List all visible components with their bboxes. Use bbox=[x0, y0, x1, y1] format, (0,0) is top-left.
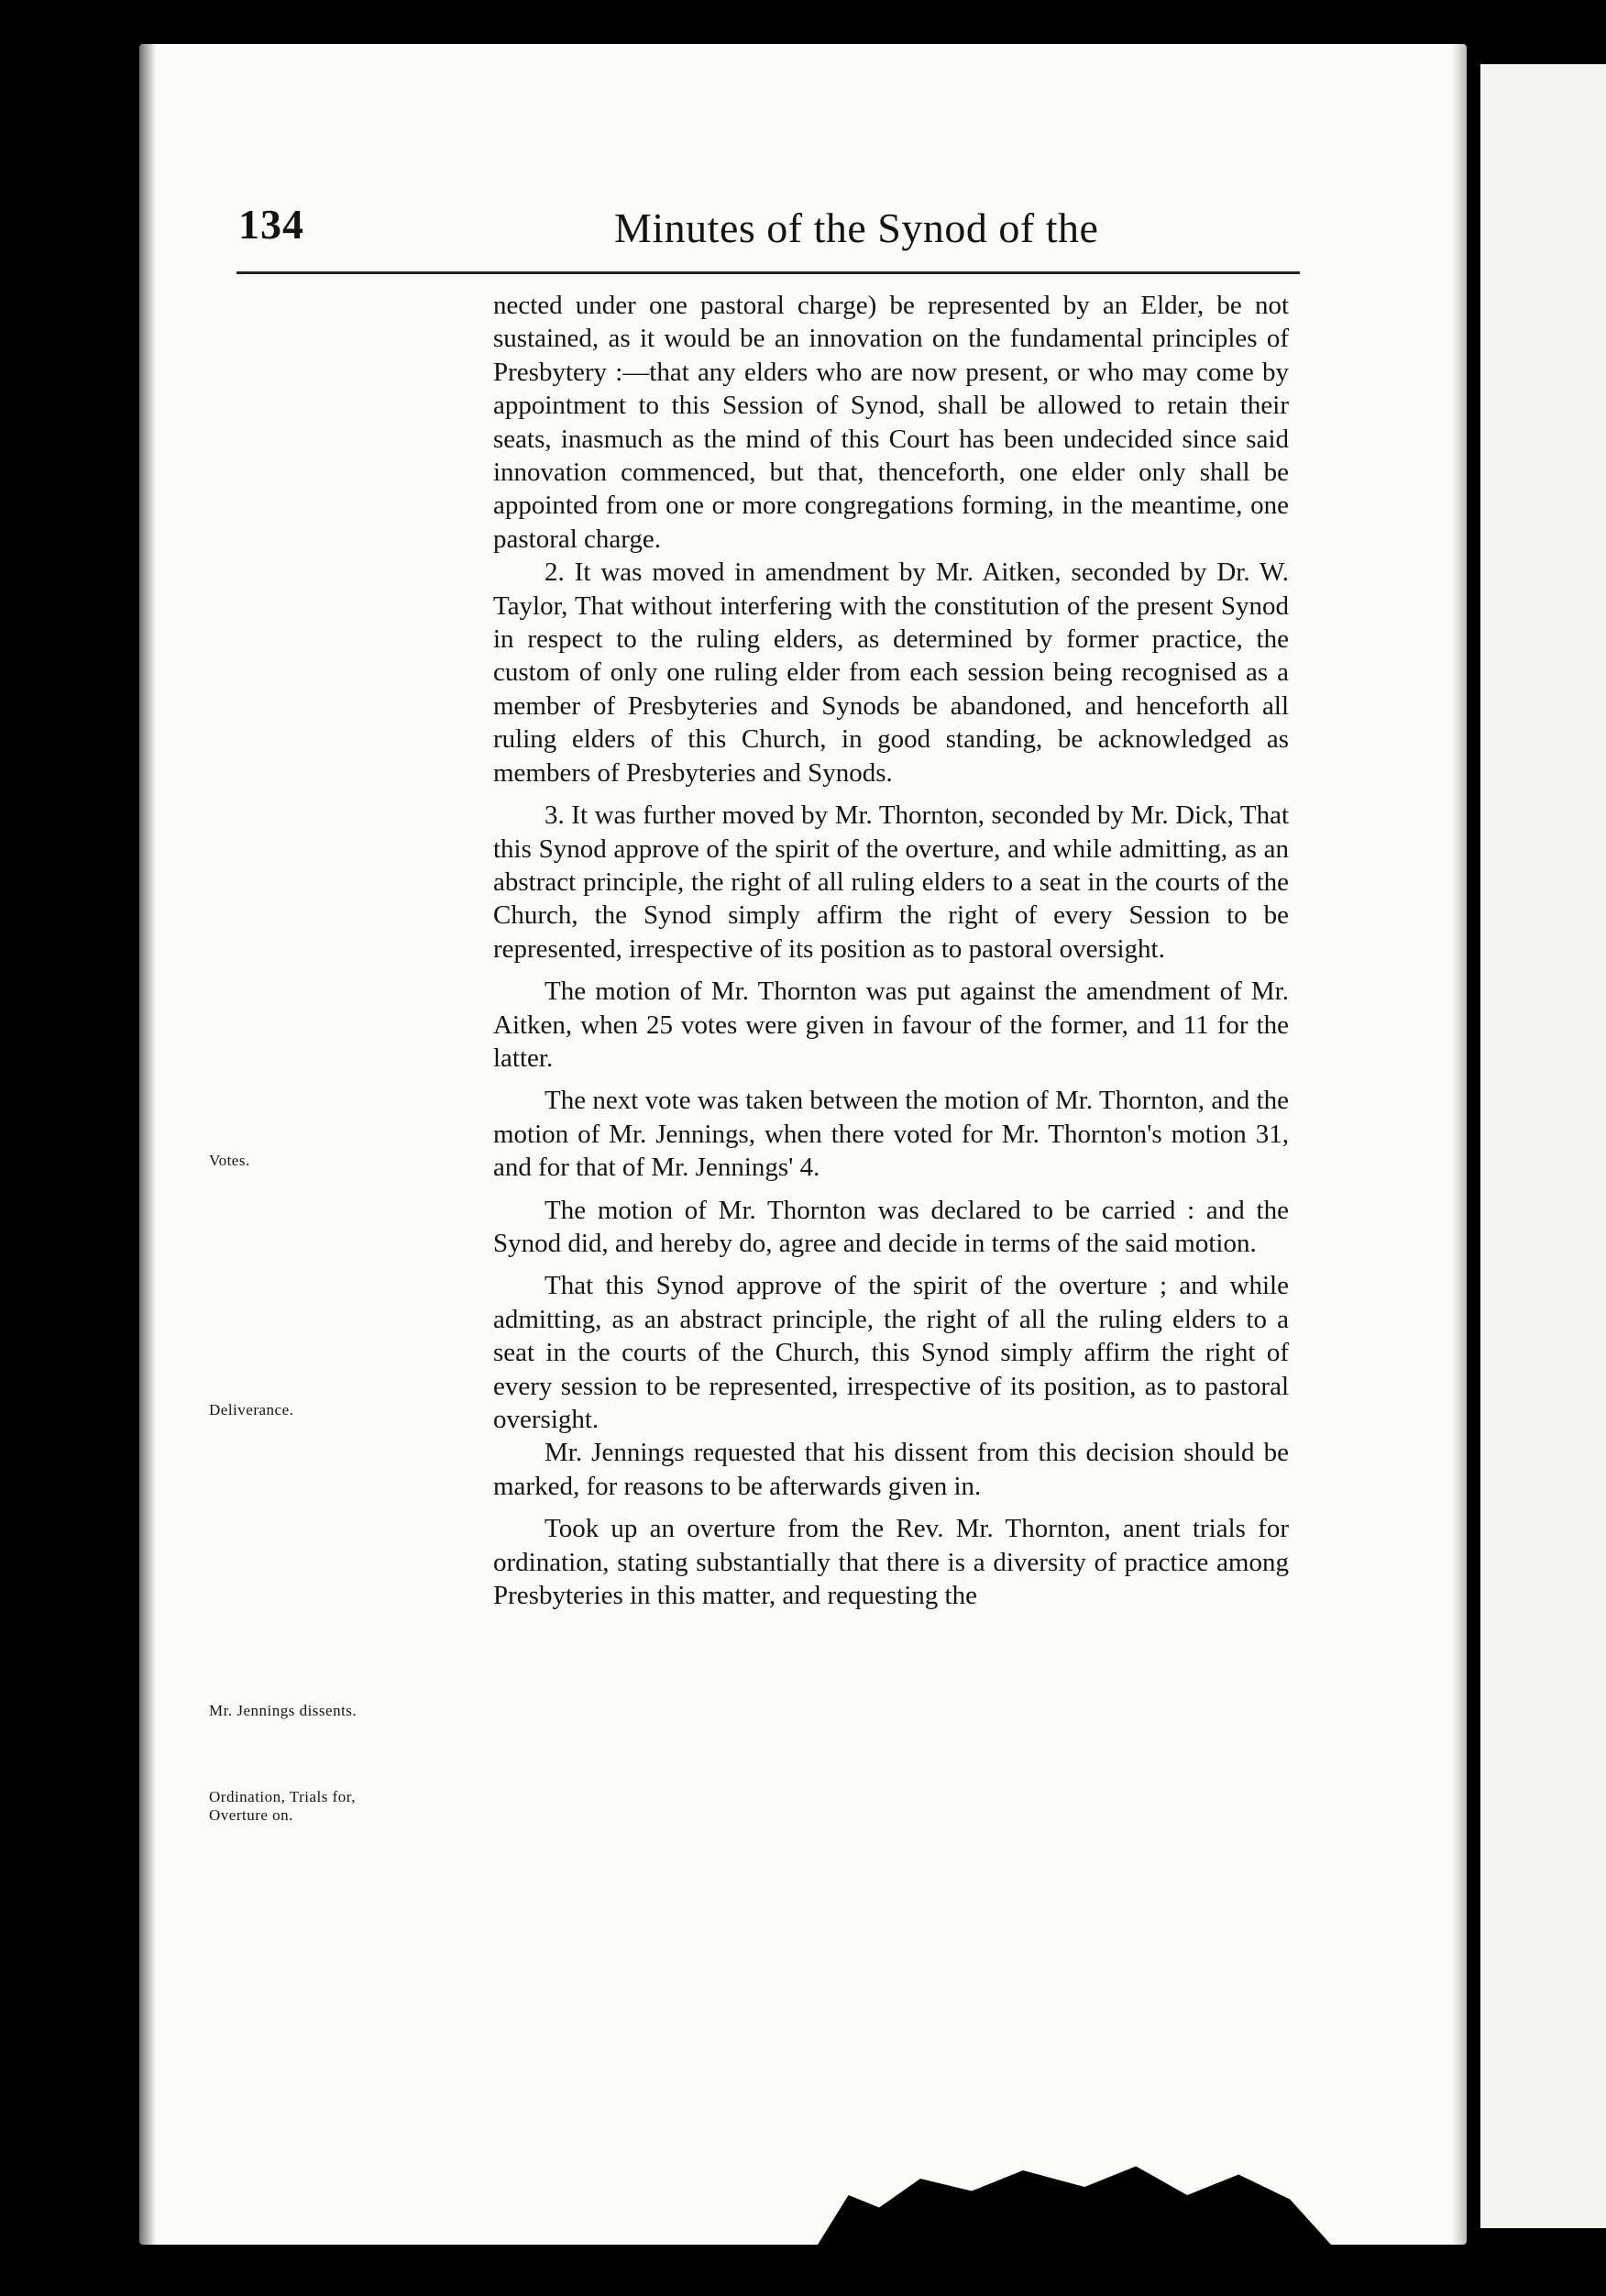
page-gutter-shadow bbox=[1467, 44, 1481, 2245]
margin-note-jennings-dissents: Mr. Jennings dissents. bbox=[209, 1702, 358, 1719]
paragraph: 2. It was moved in amendment by Mr. Aitken, seconded by Dr. W. Taylor, That without interfering with the constitution of the present Synod in respect to the ruling elders, as determined by former practice, the custom of only one ruling elder from each session being recognised as a member of Presbyteries and Synods be abandoned, and henceforth all ruling elders of this Church, in good standing, be acknowledged as members of Presbyteries and Synods. bbox=[493, 557, 1289, 788]
margin-note-votes: Votes. bbox=[209, 1152, 250, 1169]
paragraph: Mr. Jennings requested that his dissent from this decision should be marked, for reasons to be afterwards given in. bbox=[493, 1438, 1289, 1501]
paragraph: nected under one pastoral charge) be represented by an Elder, be not sustained, as it would be an innovation on the fundamental principles of Presbytery :—that any elders who are now present, or who may come by appointment to this Session of Synod, shall be allowed to retain their seats, inasmuch as the mind of this Court has been undecided since said innovation commenced, but that, thenceforth, one elder only shall be appointed from one or more congregations forming, in the meantime, one pastoral charge. bbox=[493, 291, 1289, 554]
margin-note-ordination: Ordination, Trials for, Overture on. bbox=[209, 1788, 357, 1824]
body-text bbox=[493, 289, 1289, 1612]
paragraph: The motion of Mr. Thornton was declared to be carried : and the Synod did, and hereby do, agree and decide in terms of the said motion. bbox=[493, 1195, 1289, 1258]
margin-note-deliverance: Deliverance. bbox=[209, 1401, 294, 1418]
paragraph: That this Synod approve of the spirit of the overture ; and while admitting, as an abstract principle, the right of all the ruling elders to a seat in the courts of the Church, this Synod simply affirm the right of every session to be represented, irrespective of its position, as to pastoral oversight. bbox=[493, 1271, 1289, 1434]
paragraph: The next vote was taken between the motion of Mr. Thornton, and the motion of Mr. Jennings, when there voted for Mr. Thornton's motion 31, and for that of Mr. Jennings' 4. bbox=[493, 1086, 1289, 1183]
page-damage bbox=[818, 2162, 1331, 2245]
paragraph: Took up an overture from the Rev. Mr. Thornton, anent trials for ordination, stating substantially that there is a diversity of practice among Presbyteries in this matter, and requesting the bbox=[493, 1514, 1289, 1611]
facing-page-edge bbox=[1480, 64, 1606, 2228]
paragraph: The motion of Mr. Thornton was put against the amendment of Mr. Aitken, when 25 votes were given in favour of the former, and 11 for the latter. bbox=[493, 977, 1289, 1073]
running-head: Minutes of the Synod of the bbox=[614, 204, 1099, 251]
header-rule bbox=[236, 271, 1300, 274]
page-number: 134 bbox=[238, 201, 304, 248]
paragraph: 3. It was further moved by Mr. Thornton, seconded by Mr. Dick, That this Synod approve of the spirit of the overture, and while admitting, as an abstract principle, the right of all ruling elders to a seat in the courts of the Church, the Synod simply affirm the right of every Session to be represented, irrespective of its position as to pastoral oversight. bbox=[493, 800, 1289, 964]
